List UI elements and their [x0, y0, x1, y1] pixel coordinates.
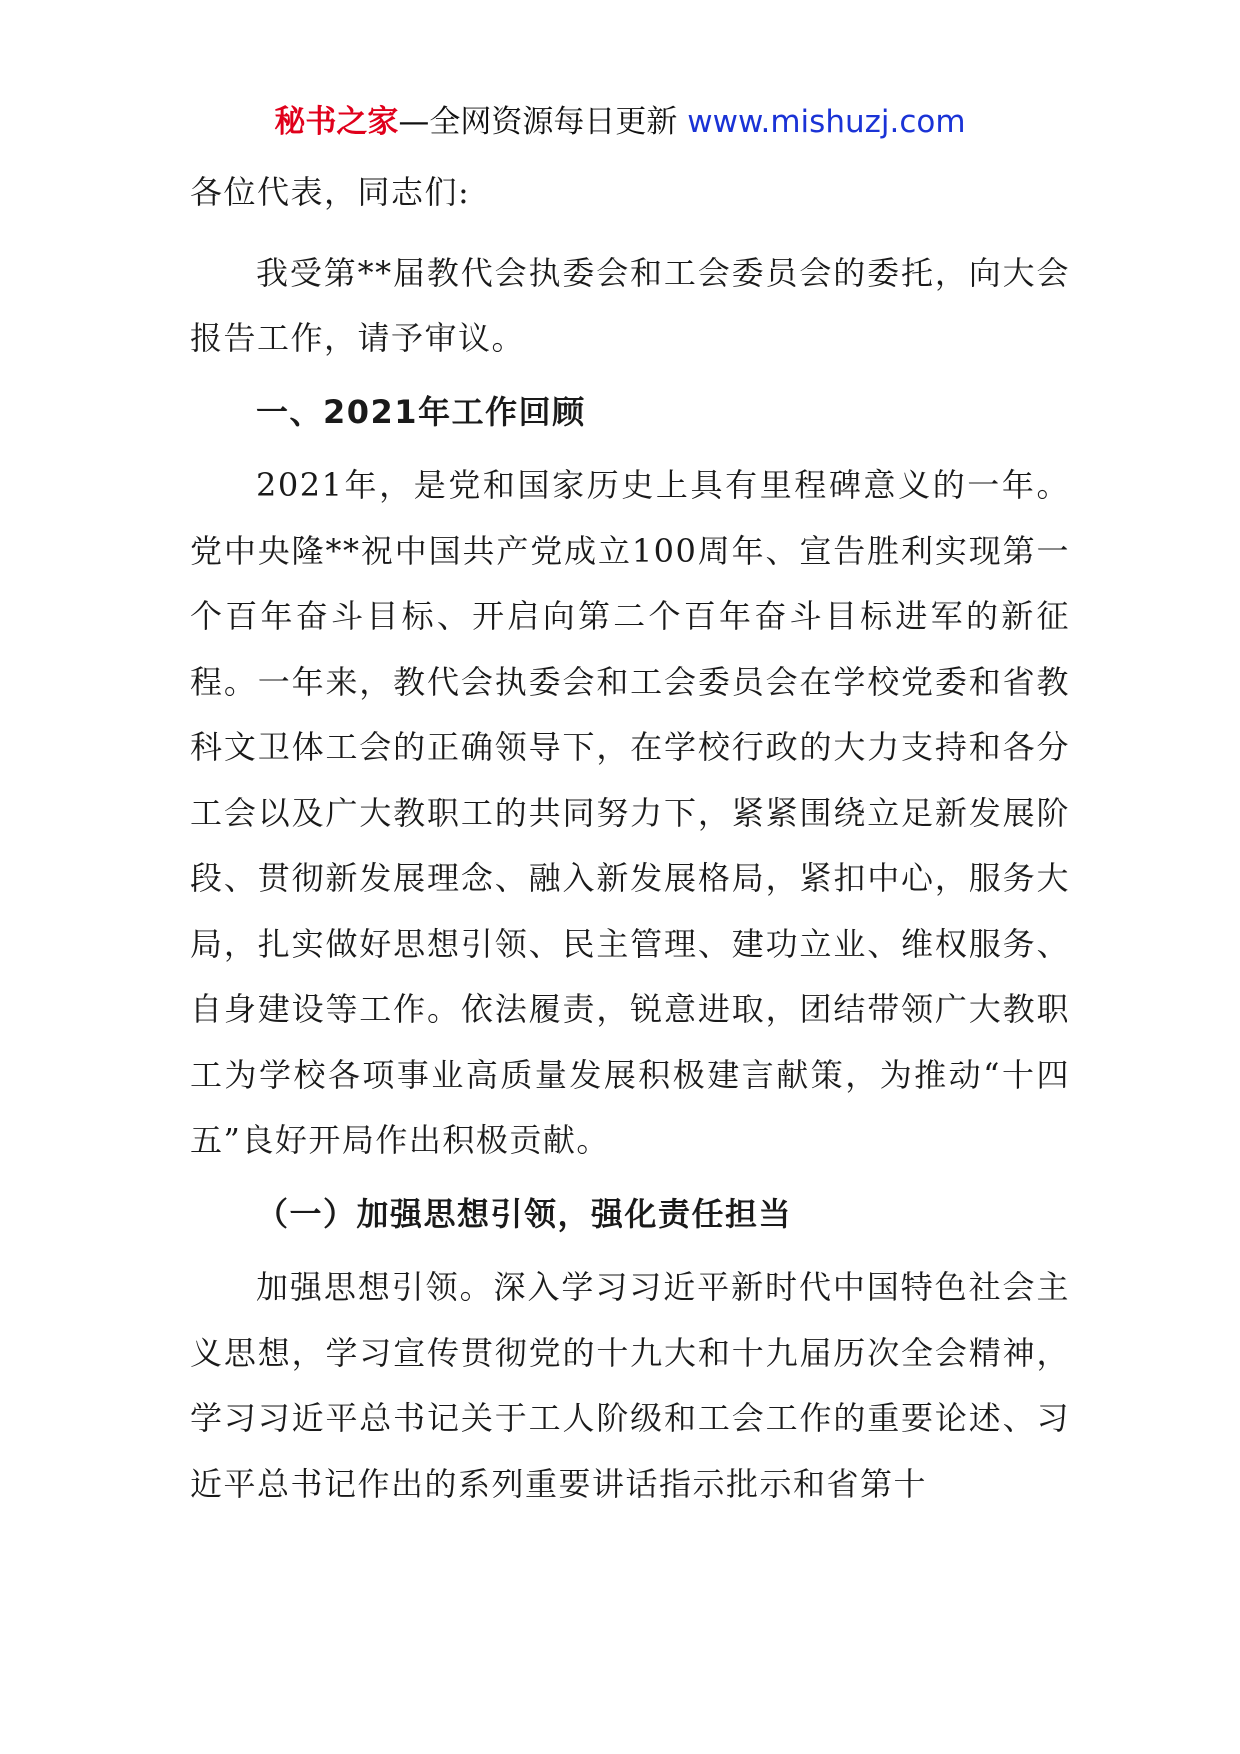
section-heading-review: 一、2021年工作回顾	[256, 392, 586, 431]
header-tagline: —全网资源每日更新	[398, 104, 678, 140]
subsection-heading-ideology: （一）加强思想引领，强化责任担当	[256, 1194, 793, 1233]
site-url-link[interactable]: www.mishuzj.com	[687, 104, 966, 140]
salutation: 各位代表，同志们:	[190, 173, 471, 211]
document-body	[190, 160, 1070, 1517]
intro-paragraph: 我受第**届教代会执委会和工会委员会的委托，向大会报告工作，请予审议。	[190, 253, 1070, 357]
review-paragraph: 2021年，是党和国家历史上具有里程碑意义的一年。党中央隆**祝中国共产党成立100周年、宣告胜利实现第一个百年奋斗目标、开启向第二个百年奋斗目标进军的新征程。一年来，教代会执委会和工会委员会在学校党委和省教科文卫体工会的正确领导下，在学校行政的大力支持和各分工会以及广大教职工的共同努力下，紧紧围绕立足新发展阶段、贯彻新发展理念、融入新发展格局，紧扣中心，服务大局，扎实做好思想引领、民主管理、建功立业、维权服务、自身建设等工作。依法履责，锐意进取，团结带领广大教职工为学校各项事业高质量发展积极建言献策，为推动“十四五”良好开局作出积极贡献。	[190, 466, 1070, 1159]
brand-name: 秘书之家	[274, 104, 399, 140]
site-header	[0, 100, 1240, 144]
ideology-paragraph: 加强思想引领。深入学习习近平新时代中国特色社会主义思想，学习宣传贯彻党的十九大和十九届历次全会精神，学习习近平总书记关于工人阶级和工会工作的重要论述、习近平总书记作出的系列重要讲话指示批示和省第十	[190, 1268, 1070, 1503]
